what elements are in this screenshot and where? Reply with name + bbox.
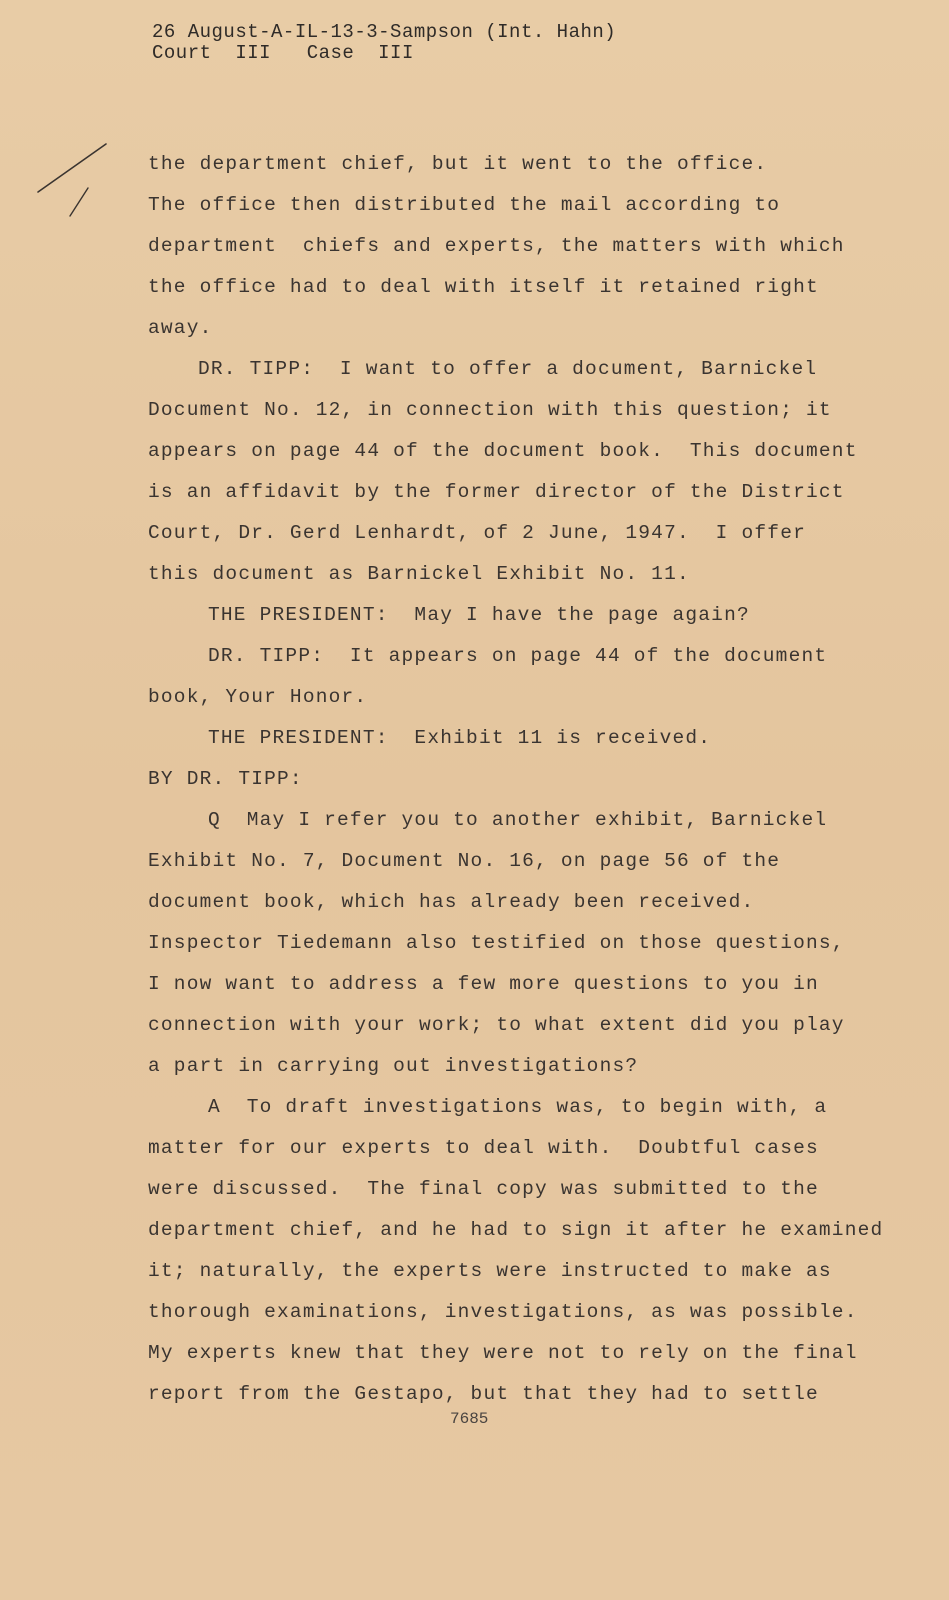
text-line: DR. TIPP: It appears on page 44 of the document <box>208 645 828 667</box>
page-number: 7685 <box>450 1410 489 1428</box>
text-line: My experts knew that they were not to rely on the final <box>148 1342 858 1364</box>
text-line: A To draft investigations was, to begin with, a <box>208 1096 828 1118</box>
text-line: THE PRESIDENT: Exhibit 11 is received. <box>208 727 712 749</box>
text-line: Exhibit No. 7, Document No. 16, on page 56 of the <box>148 850 781 872</box>
text-line: were discussed. The final copy was submitted to the <box>148 1178 819 1200</box>
text-line: a part in carrying out investigations? <box>148 1055 639 1077</box>
text-line: Inspector Tiedemann also testified on those questions, <box>148 932 845 954</box>
text-line: matter for our experts to deal with. Doubtful cases <box>148 1137 819 1159</box>
text-line: appears on page 44 of the document book. This document <box>148 440 858 462</box>
header-line-1: 26 August-A-IL-13-3-Sampson (Int. Hahn) <box>152 21 617 43</box>
header-line-2: Court III Case III <box>152 42 414 64</box>
text-line: DR. TIPP: I want to offer a document, Barnickel <box>198 358 818 380</box>
text-line: is an affidavit by the former director of the District <box>148 481 845 503</box>
text-line: Court, Dr. Gerd Lenhardt, of 2 June, 1947. I offer <box>148 522 806 544</box>
text-line: report from the Gestapo, but that they had to settle <box>148 1383 819 1405</box>
text-line: the department chief, but it went to the office. <box>148 153 768 175</box>
text-line: Q May I refer you to another exhibit, Barnickel <box>208 809 828 831</box>
text-line: department chiefs and experts, the matters with which <box>148 235 845 257</box>
text-line: THE PRESIDENT: May I have the page again? <box>208 604 750 626</box>
transcript-body <box>148 144 888 1415</box>
handwritten-margin-marks <box>30 140 120 230</box>
text-line: thorough examinations, investigations, as was possible. <box>148 1301 858 1323</box>
text-line: The office then distributed the mail according to <box>148 194 781 216</box>
text-line: connection with your work; to what extent did you play <box>148 1014 845 1036</box>
text-line: BY DR. TIPP: <box>148 768 303 790</box>
text-line: department chief, and he had to sign it after he examined <box>148 1219 884 1241</box>
page-header <box>152 22 616 64</box>
text-line: Document No. 12, in connection with this question; it <box>148 399 832 421</box>
text-line: document book, which has already been received. <box>148 891 755 913</box>
text-line: book, Your Honor. <box>148 686 368 708</box>
text-line: it; naturally, the experts were instructed to make as <box>148 1260 832 1282</box>
text-line: I now want to address a few more questions to you in <box>148 973 819 995</box>
text-line: away. <box>148 317 213 339</box>
text-line: this document as Barnickel Exhibit No. 11. <box>148 563 690 585</box>
text-line: the office had to deal with itself it retained right <box>148 276 819 298</box>
